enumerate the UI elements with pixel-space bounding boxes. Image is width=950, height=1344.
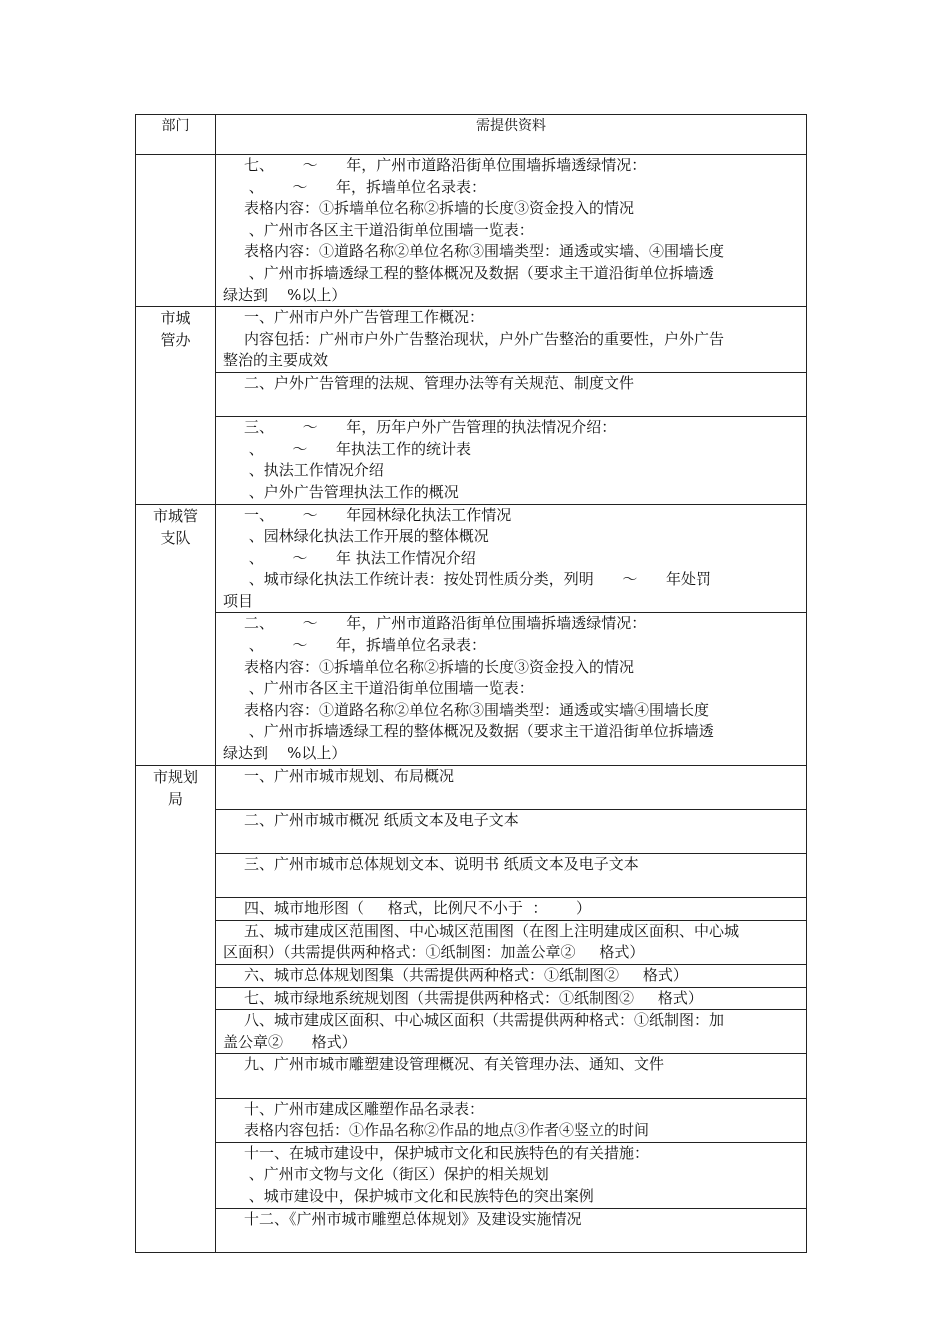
content-line <box>216 831 806 853</box>
content-line <box>216 876 806 898</box>
content-line <box>216 1230 806 1252</box>
table-row <box>136 155 807 307</box>
content-line: 三、 ～ 年，历年户外广告管理的执法情况介绍： <box>244 418 617 437</box>
content-cell <box>216 1208 807 1252</box>
content-line: 、城市建设中，保护城市文化和民族特色的突出案例 <box>244 1186 594 1205</box>
content-cell <box>216 417 807 504</box>
content-cell <box>216 987 807 1010</box>
table-row <box>136 613 807 765</box>
content-line <box>216 1076 806 1098</box>
table-row <box>136 987 807 1010</box>
table-row <box>136 964 807 987</box>
content-cell <box>216 1098 807 1142</box>
content-line: 、 ～ 年，拆墙单位名录表： <box>244 636 486 655</box>
dept-cell <box>136 155 216 307</box>
table-row <box>136 1054 807 1098</box>
content-cell <box>216 307 807 373</box>
table-row <box>136 1010 807 1054</box>
table-row <box>136 809 807 853</box>
content-line: 、广州市拆墙透绿工程的整体概况及数据（要求主干道沿街单位拆墙透 <box>244 263 714 282</box>
content-line: 十二、《广州市城市雕塑总体规划》及建设实施情况 <box>244 1209 582 1228</box>
content-line: 、 ～ 年执法工作的统计表 <box>244 439 471 458</box>
content-line: 七、城市绿地系统规划图（共需提供两种格式：①纸制图② 格式） <box>244 988 703 1007</box>
table-row <box>136 765 807 809</box>
content-line: 九、广州市城市雕塑建设管理概况、有关管理办法、通知、文件 <box>244 1055 665 1074</box>
dept-cell <box>136 765 216 1252</box>
content-line: 表格内容：①道路名称②单位名称③围墙类型：通透或实墙、④围墙长度 <box>244 242 725 261</box>
content-line: 一、 ～ 年园林绿化执法工作情况 <box>244 505 512 524</box>
content-line: 、 ～ 年，拆墙单位名录表： <box>244 177 486 196</box>
content-line: 、园林绿化执法工作开展的整体概况 <box>244 527 489 546</box>
content-line: 六、城市总体规划图集（共需提供两种格式：①纸制图② 格式） <box>244 965 688 984</box>
content-cell <box>216 1142 807 1208</box>
content-line: 表格内容：①道路名称②单位名称③围墙类型：通透或实墙④围墙长度 <box>244 700 710 719</box>
content-line: 、城市绿化执法工作统计表：按处罚性质分类，列明 ～ 年处罚 <box>244 570 711 589</box>
content-cell <box>216 920 807 964</box>
content-cell <box>216 1010 807 1054</box>
content-line: 项目 <box>223 591 254 610</box>
content-cell <box>216 504 807 613</box>
content-line: 五、城市建成区范围图、中心城区范围图（在图上注明建成区面积、中心城 <box>244 921 740 940</box>
table-row <box>136 372 807 416</box>
content-line: 表格内容：①拆墙单位名称②拆墙的长度③资金投入的情况 <box>244 657 635 676</box>
content-line: 绿达到 %以上） <box>223 285 347 304</box>
dept-name: 市城 管办 <box>160 309 191 350</box>
content-line: 区面积）（共需提供两种格式：①纸制图：加盖公章② 格式） <box>223 943 645 962</box>
content-line: 八、城市建成区面积、中心城区面积（共需提供两种格式：①纸制图：加 <box>244 1011 725 1030</box>
content-line: 三、广州市城市总体规划文本、说明书 纸质文本及电子文本 <box>244 855 639 873</box>
table-row <box>136 1208 807 1252</box>
content-cell <box>216 155 807 307</box>
header-row <box>136 115 807 155</box>
content-line: 十一、在城市建设中，保护城市文化和民族特色的有关措施： <box>244 1143 650 1162</box>
content-line <box>216 395 806 417</box>
content-line: 四、城市地形图（ 格式，比例尺不小于 ： ） <box>244 899 591 918</box>
content-line <box>216 787 806 809</box>
content-cell <box>216 898 807 921</box>
content-cell <box>216 1054 807 1098</box>
content-cell <box>216 854 807 898</box>
content-cell <box>216 765 807 809</box>
content-line: 内容包括：广州市户外广告整治现状，户外广告整治的重要性，户外广告 <box>244 329 725 348</box>
dept-cell <box>136 307 216 504</box>
table-row <box>136 854 807 898</box>
content-line: 、广州市各区主干道沿街单位围墙一览表： <box>244 679 534 698</box>
content-cell <box>216 809 807 853</box>
content-line: 一、广州市户外广告管理工作概况： <box>244 308 485 327</box>
content-line: 、广州市各区主干道沿街单位围墙一览表： <box>244 220 534 239</box>
content-line: 绿达到 %以上） <box>223 744 347 763</box>
content-line: 表格内容：①拆墙单位名称②拆墙的长度③资金投入的情况 <box>244 199 635 218</box>
content-cell <box>216 964 807 987</box>
content-line: 整治的主要成效 <box>223 351 329 370</box>
table-row <box>136 920 807 964</box>
table-row <box>136 898 807 921</box>
dept-cell <box>136 504 216 765</box>
content-line: 、广州市文物与文化（街区）保护的相关规划 <box>244 1165 549 1184</box>
content-line: 二、户外广告管理的法规、管理办法等有关规范、制度文件 <box>244 373 635 392</box>
content-line: 、 ～ 年 执法工作情况介绍 <box>244 548 476 567</box>
content-line: 二、广州市城市概况 纸质文本及电子文本 <box>244 810 519 829</box>
content-line: 盖公章② 格式） <box>223 1032 357 1051</box>
header-materials: 需提供资料 <box>216 115 807 155</box>
content-cell <box>216 372 807 416</box>
requirements-table <box>135 114 807 1253</box>
content-cell <box>216 613 807 765</box>
content-line: 十、广州市建成区雕塑作品名录表： <box>244 1099 485 1118</box>
table-row <box>136 307 807 373</box>
content-line: 一、广州市城市规划、布局概况 <box>244 766 455 785</box>
table-row <box>136 1142 807 1208</box>
dept-name: 市城管 支队 <box>152 506 198 547</box>
content-line: 、执法工作情况介绍 <box>244 461 384 480</box>
content-line: 七、 ～ 年，广州市道路沿街单位围墙拆墙透绿情况： <box>244 156 647 174</box>
header-dept: 部门 <box>136 115 216 155</box>
table-row <box>136 1098 807 1142</box>
content-line: 、户外广告管理执法工作的概况 <box>244 482 459 501</box>
table-row <box>136 417 807 504</box>
table-row <box>136 504 807 613</box>
dept-name: 市规划 局 <box>152 767 198 808</box>
content-line: 二、 ～ 年，广州市道路沿街单位围墙拆墙透绿情况： <box>244 614 647 633</box>
content-line: 表格内容包括：①作品名称②作品的地点③作者④竖立的时间 <box>244 1121 650 1140</box>
content-line: 、广州市拆墙透绿工程的整体概况及数据（要求主干道沿街单位拆墙透 <box>244 722 714 741</box>
